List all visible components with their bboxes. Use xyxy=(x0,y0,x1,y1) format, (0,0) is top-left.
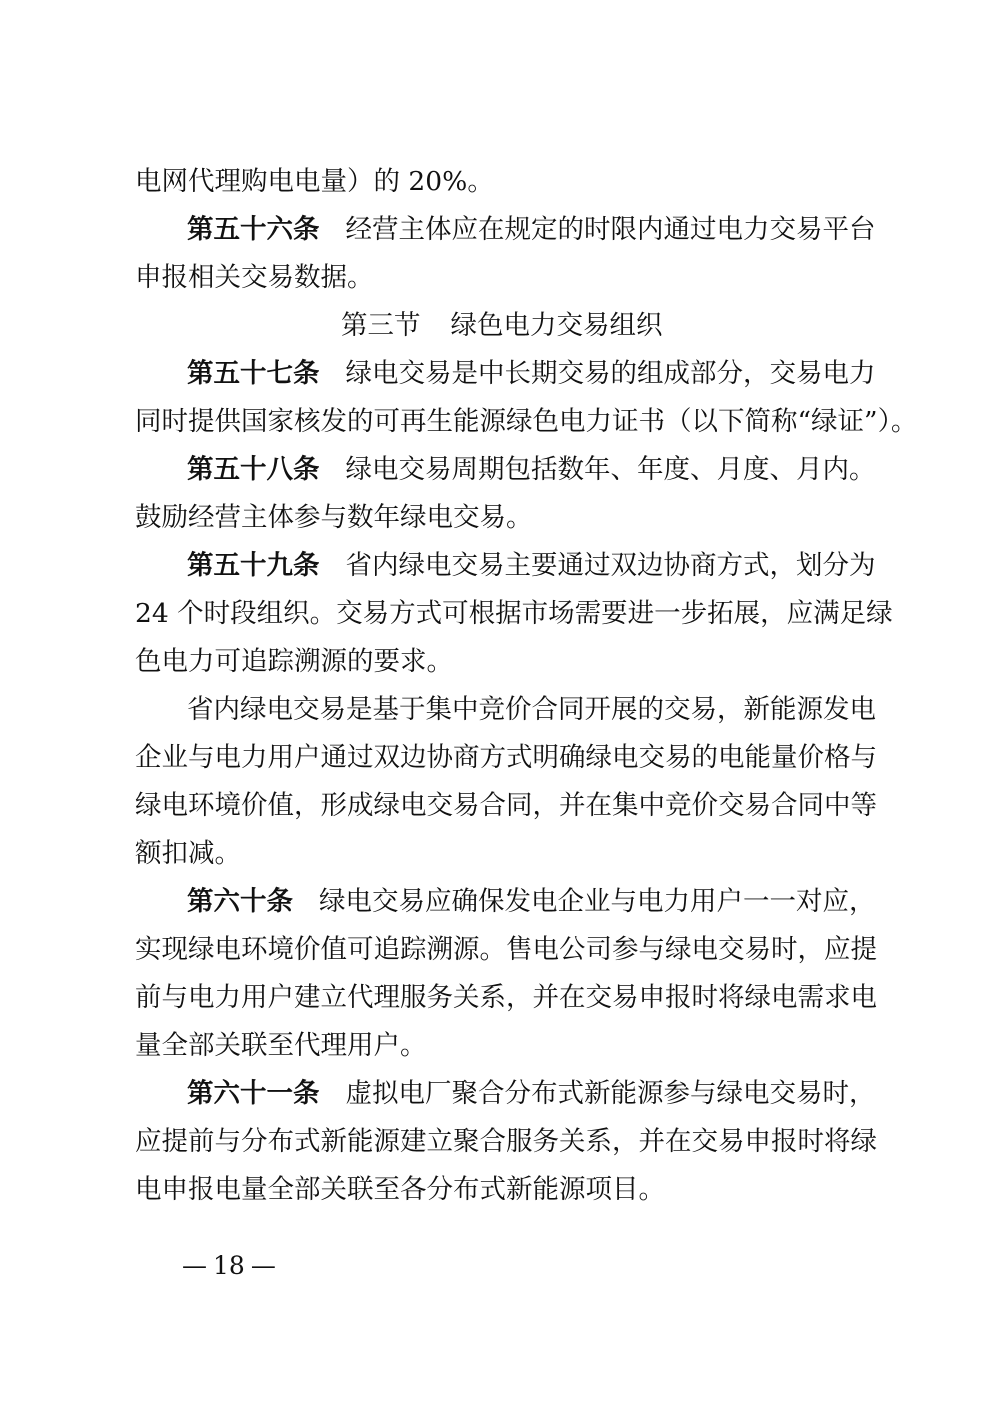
section-title: 绿色电力交易组织 xyxy=(450,310,663,341)
text-line: 量全部关联至代理用户。 xyxy=(135,1030,427,1061)
text-line: 申报相关交易数据。 xyxy=(135,262,374,293)
text-line: 24 个时段组织。交易方式可根据市场需要进一步拓展，应满足绿 xyxy=(135,598,893,629)
page-number-value: 18 xyxy=(213,1251,245,1280)
text-line: 鼓励经营主体参与数年绿电交易。 xyxy=(135,502,533,533)
text-line: 同时提供国家核发的可再生能源绿色电力证书（以下简称“绿证”）。 xyxy=(135,406,918,437)
continuation-paragraph xyxy=(135,158,870,206)
text-line: 电申报电量全部关联至各分布式新能源项目。 xyxy=(135,1174,665,1205)
article-number: 第六十一条 xyxy=(187,1078,320,1109)
article-number: 第六十条 xyxy=(187,886,293,917)
article-number: 第五十六条 xyxy=(187,214,320,245)
text-line: 绿电环境价值，形成绿电交易合同，并在集中竞价交易合同中等 xyxy=(135,790,877,821)
text-line: 绿电交易应确保发电企业与电力用户一一对应， xyxy=(319,886,876,917)
article-59 xyxy=(135,542,893,686)
article-58 xyxy=(135,446,876,542)
section-heading xyxy=(341,302,870,350)
text-line: 电网代理购电电量）的 20%。 xyxy=(135,166,494,197)
text-line: 经营主体应在规定的时限内通过电力交易平台 xyxy=(345,214,876,245)
text-line: 色电力可追踪溯源的要求。 xyxy=(135,646,453,677)
text-line: 绿电交易周期包括数年、年度、月度、月内。 xyxy=(345,454,876,485)
text-line: 省内绿电交易是基于集中竞价合同开展的交易，新能源发电 xyxy=(187,694,876,725)
page-dash-right: — xyxy=(250,1251,276,1280)
document-body xyxy=(135,158,918,1214)
text-line: 前与电力用户建立代理服务关系，并在交易申报时将绿电需求电 xyxy=(135,982,877,1013)
article-number: 第五十九条 xyxy=(187,550,320,581)
paragraph-intra-province xyxy=(135,686,877,878)
article-61 xyxy=(135,1070,877,1214)
text-line: 省内绿电交易主要通过双边协商方式，划分为 xyxy=(345,550,876,581)
text-line: 额扣减。 xyxy=(135,838,241,869)
article-number: 第五十八条 xyxy=(187,454,320,485)
text-line: 企业与电力用户通过双边协商方式明确绿电交易的电能量价格与 xyxy=(135,742,877,773)
article-56 xyxy=(135,206,876,302)
article-number: 第五十七条 xyxy=(187,358,320,389)
text-line: 应提前与分布式新能源建立聚合服务关系，并在交易申报时将绿 xyxy=(135,1126,877,1157)
text-line: 虚拟电厂聚合分布式新能源参与绿电交易时， xyxy=(345,1078,876,1109)
text-line: 绿电交易是中长期交易的组成部分，交易电力 xyxy=(345,358,876,389)
page-dash-left: — xyxy=(182,1251,207,1280)
article-60 xyxy=(135,878,877,1070)
text-line: 实现绿电环境价值可追踪溯源。售电公司参与绿电交易时，应提 xyxy=(135,934,877,965)
section-number: 第三节 xyxy=(341,310,421,341)
article-57 xyxy=(135,350,918,446)
page-number xyxy=(176,1250,282,1282)
